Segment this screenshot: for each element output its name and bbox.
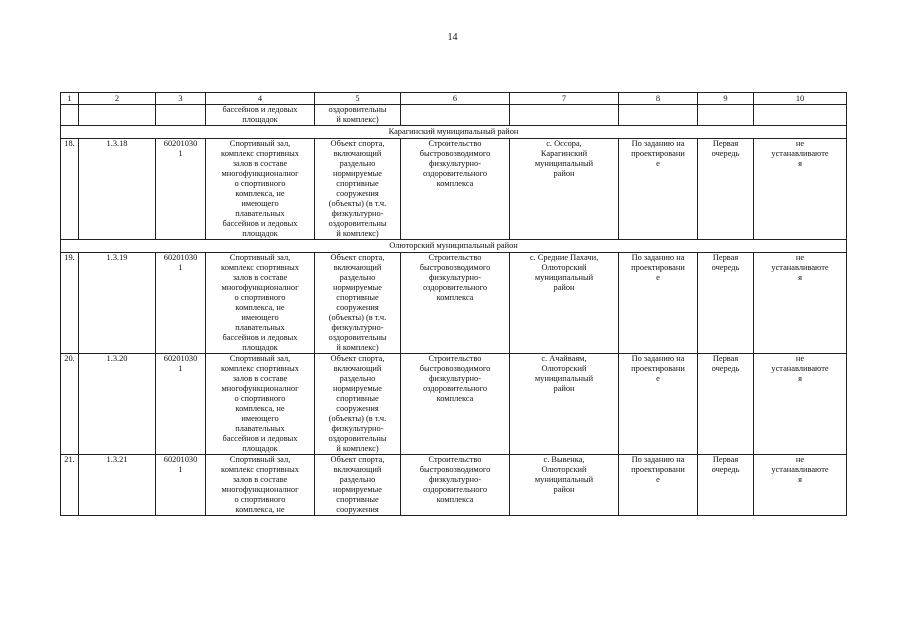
cell-line: комплекса, не <box>235 404 285 413</box>
cell-line: оздоровительны <box>328 105 387 114</box>
cell-line: оздоровительного <box>422 384 488 393</box>
cell-line: быстровозводимого <box>419 364 491 373</box>
location-cell <box>510 253 619 354</box>
cell-line: не <box>795 354 805 363</box>
capacity-cell <box>619 253 698 354</box>
table-cell <box>79 105 156 126</box>
table-cell <box>698 105 754 126</box>
object-kind-cell <box>315 139 401 240</box>
cell-line: Олюторский <box>541 465 587 474</box>
header-cell: 4 <box>206 93 315 105</box>
cell-line: Олюторский <box>541 263 587 272</box>
object-type-cell <box>206 139 315 240</box>
cell-line: физкультурно- <box>428 374 482 383</box>
cell-line: 60201030 <box>163 139 198 148</box>
cell-line: комплекса, не <box>235 505 285 514</box>
table-row <box>61 139 847 240</box>
table-row <box>61 354 847 455</box>
table-row <box>61 455 847 516</box>
object-type-cell <box>206 253 315 354</box>
object-type-cell <box>206 105 315 126</box>
cell-line: оздоровительны <box>328 434 387 443</box>
id-cell <box>156 455 206 516</box>
cell-line: раздельно <box>339 475 376 484</box>
cell-line: й комплекс) <box>336 229 379 238</box>
cell-line: й комплекс) <box>336 444 379 453</box>
cell-line: физкультурно- <box>331 424 384 433</box>
cell-line: 1 <box>178 465 183 474</box>
cell-line: проектировани <box>631 364 685 373</box>
header-row <box>61 93 847 105</box>
cell-line: оздоровительны <box>328 219 387 228</box>
cell-line: с. Ачайваям, <box>541 354 587 363</box>
object-kind-cell <box>315 253 401 354</box>
cell-line: (объекты) (в т.ч. <box>328 414 387 423</box>
cell-line: комплекс спортивных <box>221 364 299 373</box>
header-cell: 3 <box>156 93 206 105</box>
cell-line: Карагинский <box>540 149 588 158</box>
region-row <box>61 126 847 139</box>
cell-line: проектировани <box>631 149 685 158</box>
table-cell <box>619 105 698 126</box>
cell-line: Объект спорта, <box>330 354 385 363</box>
cell-line: очередь <box>711 263 740 272</box>
cell-line: о спортивного <box>234 293 286 302</box>
cell-line: е <box>656 273 660 282</box>
cell-line: сооружения <box>336 404 379 413</box>
cell-line: Олюторский <box>541 364 587 373</box>
cell-line: Спортивный зал, <box>229 253 291 262</box>
cell-line: комплекса <box>436 179 474 188</box>
cell-line: 1 <box>178 364 183 373</box>
cell-line: включающий <box>333 149 382 158</box>
cell-line: включающий <box>333 364 382 373</box>
cell-line: бассейнов и ледовых <box>222 434 298 443</box>
document-table <box>60 92 847 516</box>
code-cell: 1.3.20 <box>79 354 156 455</box>
cell-line: физкультурно- <box>331 323 384 332</box>
cell-line: спортивные <box>336 293 379 302</box>
cell-line: 60201030 <box>163 354 198 363</box>
cell-line: Объект спорта, <box>330 139 385 148</box>
capacity-cell <box>619 354 698 455</box>
cell-line: район <box>553 485 575 494</box>
row-number-cell: 18. <box>61 139 79 240</box>
cell-line: оздоровительного <box>422 283 488 292</box>
cell-line: й комплекс) <box>336 343 379 352</box>
cell-line: многофункционалног <box>221 485 299 494</box>
table-cell <box>510 105 619 126</box>
table-row <box>61 253 847 354</box>
cell-line: е <box>656 159 660 168</box>
continued-row <box>61 105 847 126</box>
purpose-cell <box>401 253 510 354</box>
header-cell: 10 <box>754 93 847 105</box>
table-cell <box>754 105 847 126</box>
object-kind-cell <box>315 354 401 455</box>
cell-line: оздоровительного <box>422 169 488 178</box>
purpose-cell <box>401 455 510 516</box>
cell-line: включающий <box>333 263 382 272</box>
cell-line: о спортивного <box>234 394 286 403</box>
cell-line: очередь <box>711 149 740 158</box>
cell-line: физкультурно- <box>428 475 482 484</box>
cell-line: сооружения <box>336 189 379 198</box>
cell-line: По заданию на <box>631 455 685 464</box>
object-kind-cell <box>315 455 401 516</box>
purpose-cell <box>401 354 510 455</box>
cell-line: нормируемые <box>332 169 383 178</box>
cell-line: й комплекс) <box>336 115 379 124</box>
cell-line: плавательных <box>235 323 285 332</box>
row-number-cell: 20. <box>61 354 79 455</box>
row-number-cell: 19. <box>61 253 79 354</box>
cell-line: многофункционалног <box>221 384 299 393</box>
code-cell: 1.3.19 <box>79 253 156 354</box>
cell-line: устанавливаюте <box>771 263 829 272</box>
location-cell <box>510 455 619 516</box>
table-cell <box>156 105 206 126</box>
cell-line: район <box>553 283 575 292</box>
cell-line: о спортивного <box>234 495 286 504</box>
cell-line: я <box>798 273 802 282</box>
table-cell <box>61 105 79 126</box>
cell-line: включающий <box>333 465 382 474</box>
cell-line: площадок <box>242 229 278 238</box>
cell-line: Спортивный зал, <box>229 455 291 464</box>
code-cell: 1.3.21 <box>79 455 156 516</box>
cell-line: нормируемые <box>332 384 383 393</box>
cell-line: площадок <box>242 115 278 124</box>
cell-line: залов в составе <box>232 475 288 484</box>
stage-cell <box>698 455 754 516</box>
cell-line: комплекса, не <box>235 189 285 198</box>
cell-line: с. Вывенка, <box>543 455 585 464</box>
cell-line: я <box>798 475 802 484</box>
cell-line: имеющего <box>241 414 279 423</box>
cell-line: комплекс спортивных <box>221 465 299 474</box>
cell-line: быстровозводимого <box>419 263 491 272</box>
object-type-cell <box>206 455 315 516</box>
cell-line: устанавливаюте <box>771 364 829 373</box>
header-cell: 6 <box>401 93 510 105</box>
cell-line: комплекса, не <box>235 303 285 312</box>
cell-line: 1 <box>178 263 183 272</box>
cell-line: бассейнов и ледовых <box>222 333 298 342</box>
cell-line: раздельно <box>339 374 376 383</box>
cell-line: Объект спорта, <box>330 455 385 464</box>
capacity-cell <box>619 139 698 240</box>
cell-line: раздельно <box>339 273 376 282</box>
cell-line: Строительство <box>428 455 482 464</box>
cell-line: район <box>553 384 575 393</box>
cell-line: плавательных <box>235 424 285 433</box>
cell-line: многофункционалног <box>221 169 299 178</box>
cell-line: Спортивный зал, <box>229 139 291 148</box>
cell-line: плавательных <box>235 209 285 218</box>
region-name: Карагинский муниципальный район <box>61 126 847 139</box>
cell-line: комплекса <box>436 495 474 504</box>
cell-line: комплекс спортивных <box>221 149 299 158</box>
cell-line: По заданию на <box>631 253 685 262</box>
cell-line: очередь <box>711 364 740 373</box>
cell-line: сооружения <box>336 505 379 514</box>
cell-line: имеющего <box>241 313 279 322</box>
cell-line: е <box>656 475 660 484</box>
cell-line: По заданию на <box>631 354 685 363</box>
cell-line: быстровозводимого <box>419 465 491 474</box>
cell-line: спортивные <box>336 394 379 403</box>
cell-line: Первая <box>712 139 739 148</box>
cell-line: муниципальный <box>534 374 594 383</box>
cell-line: (объекты) (в т.ч. <box>328 313 387 322</box>
cell-line: (объекты) (в т.ч. <box>328 199 387 208</box>
cell-line: не <box>795 253 805 262</box>
region-row <box>61 240 847 253</box>
cell-line: комплекс спортивных <box>221 263 299 272</box>
purpose-cell <box>401 139 510 240</box>
cell-line: По заданию на <box>631 139 685 148</box>
cell-line: 60201030 <box>163 253 198 262</box>
id-cell <box>156 139 206 240</box>
cell-line: имеющего <box>241 199 279 208</box>
header-cell: 9 <box>698 93 754 105</box>
page-number: 14 <box>447 32 458 43</box>
cell-line: физкультурно- <box>428 273 482 282</box>
capacity-cell <box>619 455 698 516</box>
cell-line: сооружения <box>336 303 379 312</box>
header-cell: 5 <box>315 93 401 105</box>
cell-line: муниципальный <box>534 475 594 484</box>
stage-cell <box>698 354 754 455</box>
cell-line: оздоровительны <box>328 333 387 342</box>
cell-line: залов в составе <box>232 374 288 383</box>
cell-line: проектировани <box>631 465 685 474</box>
cell-line: многофункционалног <box>221 283 299 292</box>
cell-line: физкультурно- <box>331 209 384 218</box>
cell-line: я <box>798 374 802 383</box>
cell-line: с. Оссора, <box>546 139 582 148</box>
location-cell <box>510 354 619 455</box>
cell-line: с. Средние Пахачи, <box>529 253 599 262</box>
cell-line: 1 <box>178 149 183 158</box>
cell-line: спортивные <box>336 179 379 188</box>
header-cell: 1 <box>61 93 79 105</box>
cell-line: Строительство <box>428 354 482 363</box>
row-number-cell: 21. <box>61 455 79 516</box>
cell-line: оздоровительного <box>422 485 488 494</box>
cell-line: комплекса <box>436 293 474 302</box>
code-cell: 1.3.18 <box>79 139 156 240</box>
cell-line: очередь <box>711 465 740 474</box>
cell-line: бассейнов и ледовых <box>222 105 298 114</box>
region-name: Олюторский муниципальный район <box>61 240 847 253</box>
cell-line: площадок <box>242 343 278 352</box>
cell-line: е <box>656 374 660 383</box>
cell-line: устанавливаюте <box>771 465 829 474</box>
cell-line: быстровозводимого <box>419 149 491 158</box>
cell-line: залов в составе <box>232 159 288 168</box>
cell-line: бассейнов и ледовых <box>222 219 298 228</box>
cell-line: я <box>798 159 802 168</box>
cell-line: Первая <box>712 354 739 363</box>
cell-line: не <box>795 455 805 464</box>
id-cell <box>156 253 206 354</box>
cell-line: раздельно <box>339 159 376 168</box>
cell-line: площадок <box>242 444 278 453</box>
cell-line: не <box>795 139 805 148</box>
cell-line: муниципальный <box>534 273 594 282</box>
cell-line: комплекса <box>436 394 474 403</box>
cell-line: Спортивный зал, <box>229 354 291 363</box>
cell-line: проектировани <box>631 263 685 272</box>
stage-cell <box>698 139 754 240</box>
cell-line: о спортивного <box>234 179 286 188</box>
cell-line: муниципальный <box>534 159 594 168</box>
cell-line: район <box>553 169 575 178</box>
cell-line: 60201030 <box>163 455 198 464</box>
cell-line: устанавливаюте <box>771 149 829 158</box>
cell-line: Объект спорта, <box>330 253 385 262</box>
object-type-cell <box>206 354 315 455</box>
cell-line: спортивные <box>336 495 379 504</box>
zone-cell <box>754 253 847 354</box>
cell-line: Первая <box>712 253 739 262</box>
zone-cell <box>754 354 847 455</box>
header-cell: 8 <box>619 93 698 105</box>
cell-line: Строительство <box>428 253 482 262</box>
cell-line: залов в составе <box>232 273 288 282</box>
zone-cell <box>754 139 847 240</box>
cell-line: физкультурно- <box>428 159 482 168</box>
header-cell: 7 <box>510 93 619 105</box>
stage-cell <box>698 253 754 354</box>
object-kind-cell <box>315 105 401 126</box>
cell-line: Строительство <box>428 139 482 148</box>
zone-cell <box>754 455 847 516</box>
header-cell: 2 <box>79 93 156 105</box>
cell-line: нормируемые <box>332 485 383 494</box>
table-cell <box>401 105 510 126</box>
location-cell <box>510 139 619 240</box>
id-cell <box>156 354 206 455</box>
cell-line: нормируемые <box>332 283 383 292</box>
cell-line: Первая <box>712 455 739 464</box>
